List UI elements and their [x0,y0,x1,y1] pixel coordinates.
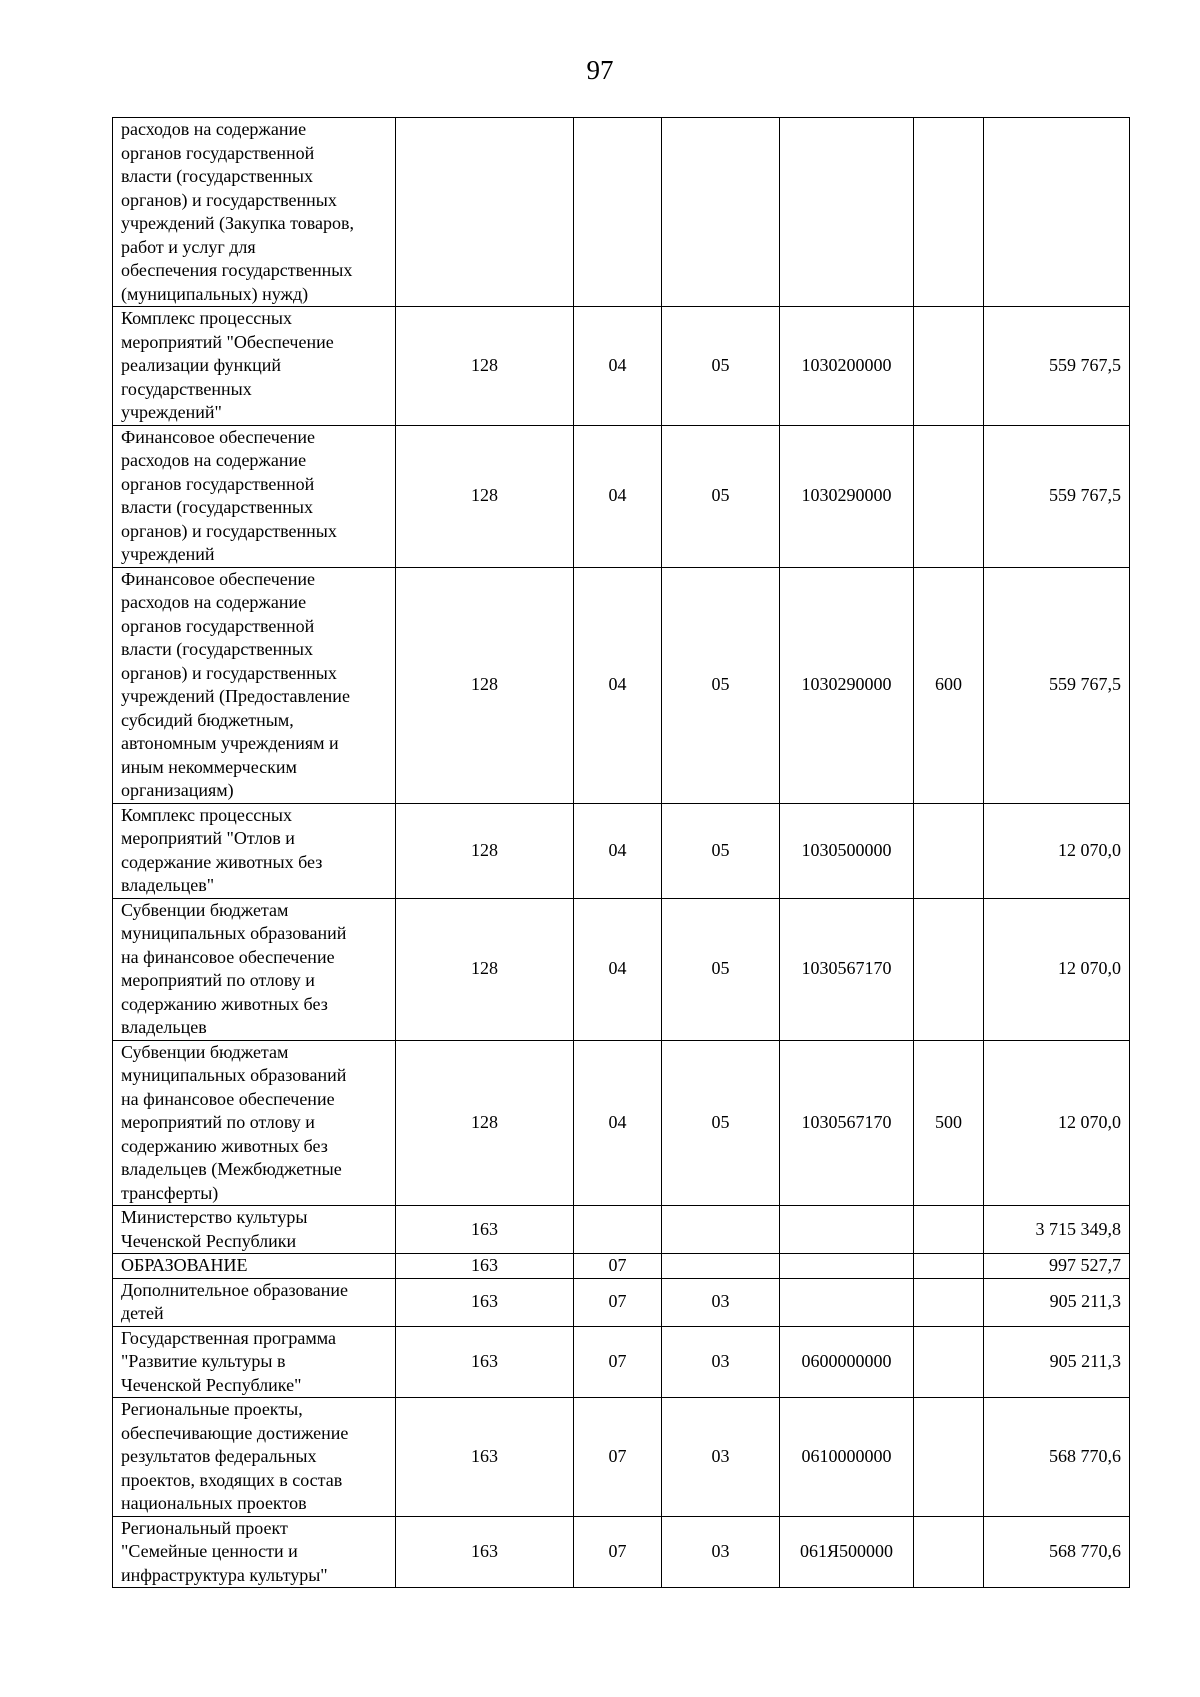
cell-amount: 12 070,0 [984,898,1130,1040]
table-row [113,1254,1130,1279]
cell-description [113,118,396,307]
cell-subsection: 03 [662,1516,780,1588]
description-line: проектов, входящих в состав [121,1469,343,1490]
description-line: ОБРАЗОВАНИЕ [121,1255,248,1275]
cell-description [113,1516,396,1588]
cell-amount: 559 767,5 [984,307,1130,426]
cell-expense-type [914,425,984,567]
description-line: Министерство культуры [121,1207,308,1227]
cell-subsection: 05 [662,803,780,898]
description-line: учреждений (Предоставление [121,686,350,706]
description-line: государственных [121,378,252,399]
cell-target-article: 1030290000 [780,425,914,567]
cell-section: 07 [574,1326,662,1398]
description-line: Финансовое обеспечение [121,568,316,589]
description-line: содержанию животных без [121,993,328,1014]
cell-target-article [780,1206,914,1254]
description-line: владельцев [121,1017,207,1037]
description-line: на финансовое обеспечение [121,946,335,967]
cell-section [574,118,662,307]
description-line: Чеченской Республики [121,1230,297,1251]
description-line: национальных проектов [121,1493,307,1513]
table-row [113,118,1130,307]
table-row [113,1326,1130,1398]
description-line: муниципальных образований [121,1065,347,1085]
cell-expense-type: 600 [914,567,984,803]
description-line: обеспечивающие достижение [121,1422,349,1443]
cell-section: 07 [574,1516,662,1588]
description-line: трансферты) [121,1182,219,1203]
description-line: инфраструктура культуры" [121,1564,328,1585]
cell-expense-type [914,307,984,426]
description-line: Комплекс процессных [121,308,292,328]
cell-expense-type [914,1516,984,1588]
table-row [113,1278,1130,1326]
description-line: иным некоммерческим [121,756,297,777]
cell-subsection: 05 [662,567,780,803]
description-line: органов) и государственных [121,520,337,541]
cell-ministry-code: 128 [396,898,574,1040]
description-line: учреждений [121,544,215,564]
cell-target-article: 1030200000 [780,307,914,426]
cell-ministry-code: 163 [396,1278,574,1326]
description-line: организациям) [121,780,234,800]
description-line: "Семейные ценности и [121,1541,298,1561]
description-line: владельцев (Межбюджетные [121,1159,342,1179]
cell-expense-type [914,898,984,1040]
description-line: Региональные проекты, [121,1399,303,1419]
cell-amount: 905 211,3 [984,1278,1130,1326]
description-line: результатов федеральных [121,1446,317,1466]
description-line: органов государственной [121,615,315,636]
description-line: содержание животных без [121,851,323,872]
description-line: Региональный проект [121,1517,288,1538]
cell-section: 04 [574,803,662,898]
cell-ministry-code: 163 [396,1326,574,1398]
description-line: Комплекс процессных [121,804,292,825]
table-row [113,1516,1130,1588]
description-line: Субвенции бюджетам [121,1041,289,1062]
description-line: "Развитие культуры в [121,1351,286,1371]
cell-expense-type [914,803,984,898]
cell-ministry-code: 163 [396,1516,574,1588]
budget-table-body [113,118,1130,1588]
table-row [113,425,1130,567]
description-line: Финансовое обеспечение [121,426,316,447]
cell-section: 04 [574,567,662,803]
cell-expense-type [914,1254,984,1279]
table-row [113,1206,1130,1254]
description-line: мероприятий по отлову и [121,1112,315,1132]
description-line: обеспечения государственных [121,260,353,280]
cell-target-article [780,1278,914,1326]
cell-section: 07 [574,1398,662,1517]
cell-subsection: 05 [662,307,780,426]
cell-amount: 568 770,6 [984,1398,1130,1517]
cell-amount: 3 715 349,8 [984,1206,1130,1254]
cell-description [113,803,396,898]
cell-subsection: 03 [662,1326,780,1398]
cell-description [113,567,396,803]
cell-target-article: 1030500000 [780,803,914,898]
budget-table [112,117,1130,1588]
cell-ministry-code: 128 [396,425,574,567]
cell-subsection [662,1254,780,1279]
table-row [113,803,1130,898]
description-line: органов) и государственных [121,189,337,210]
table-row [113,567,1130,803]
cell-description [113,307,396,426]
description-line: (муниципальных) нужд) [121,283,309,304]
cell-amount [984,118,1130,307]
cell-ministry-code [396,118,574,307]
cell-subsection: 05 [662,425,780,567]
cell-description [113,1254,396,1279]
description-line: власти (государственных [121,639,313,659]
cell-amount: 12 070,0 [984,803,1130,898]
cell-ministry-code: 128 [396,803,574,898]
description-line: Субвенции бюджетам [121,899,289,920]
description-line: учреждений" [121,402,222,422]
cell-section: 07 [574,1278,662,1326]
cell-target-article: 0610000000 [780,1398,914,1517]
cell-section: 04 [574,307,662,426]
table-row [113,898,1130,1040]
description-line: реализации функций [121,355,281,375]
cell-description [113,425,396,567]
cell-amount: 559 767,5 [984,425,1130,567]
cell-ministry-code: 163 [396,1206,574,1254]
cell-target-article [780,1254,914,1279]
cell-section: 07 [574,1254,662,1279]
cell-target-article: 1030567170 [780,898,914,1040]
description-line: содержанию животных без [121,1135,328,1156]
cell-amount: 559 767,5 [984,567,1130,803]
cell-subsection: 05 [662,1040,780,1206]
table-row [113,1040,1130,1206]
cell-description [113,1206,396,1254]
description-line: владельцев" [121,875,215,895]
cell-expense-type [914,1206,984,1254]
cell-section: 04 [574,425,662,567]
description-line: мероприятий "Обеспечение [121,331,334,352]
description-line: работ и услуг для [121,236,256,257]
cell-subsection [662,1206,780,1254]
description-line: мероприятий по отлову и [121,970,315,990]
page-number: 97 [586,55,614,85]
cell-amount: 568 770,6 [984,1516,1130,1588]
cell-target-article: 1030567170 [780,1040,914,1206]
cell-target-article: 061Я500000 [780,1516,914,1588]
cell-section: 04 [574,1040,662,1206]
cell-amount: 997 527,7 [984,1254,1130,1279]
description-line: власти (государственных [121,166,313,186]
description-line: Дополнительное образование [121,1279,348,1300]
cell-expense-type [914,1398,984,1517]
cell-expense-type [914,1278,984,1326]
cell-expense-type: 500 [914,1040,984,1206]
cell-description [113,1040,396,1206]
description-line: Чеченской Республике" [121,1374,302,1395]
cell-expense-type [914,1326,984,1398]
cell-description [113,898,396,1040]
cell-subsection: 05 [662,898,780,1040]
cell-subsection: 03 [662,1278,780,1326]
table-row [113,307,1130,426]
cell-ministry-code: 128 [396,567,574,803]
description-line: автономным учреждениям и [121,733,339,753]
cell-description [113,1326,396,1398]
description-line: органов) и государственных [121,662,337,683]
description-line: мероприятий "Отлов и [121,828,295,848]
cell-ministry-code: 128 [396,1040,574,1206]
cell-section [574,1206,662,1254]
description-line: субсидий бюджетным, [121,709,294,730]
description-line: расходов на содержание [121,450,307,470]
description-line: органов государственной [121,473,315,494]
cell-ministry-code: 163 [396,1254,574,1279]
cell-section: 04 [574,898,662,1040]
cell-amount: 905 211,3 [984,1326,1130,1398]
description-line: учреждений (Закупка товаров, [121,213,354,233]
description-line: детей [121,1303,164,1323]
description-line: Государственная программа [121,1327,336,1348]
cell-description [113,1398,396,1517]
cell-subsection [662,118,780,307]
description-line: расходов на содержание [121,592,307,612]
description-line: муниципальных образований [121,923,347,943]
description-line: расходов на содержание [121,119,307,139]
table-row [113,1398,1130,1517]
cell-expense-type [914,118,984,307]
cell-subsection: 03 [662,1398,780,1517]
cell-target-article: 1030290000 [780,567,914,803]
cell-description [113,1278,396,1326]
cell-target-article: 0600000000 [780,1326,914,1398]
description-line: на финансовое обеспечение [121,1088,335,1109]
cell-ministry-code: 128 [396,307,574,426]
cell-target-article [780,118,914,307]
description-line: власти (государственных [121,497,313,517]
cell-ministry-code: 163 [396,1398,574,1517]
description-line: органов государственной [121,142,315,163]
cell-amount: 12 070,0 [984,1040,1130,1206]
